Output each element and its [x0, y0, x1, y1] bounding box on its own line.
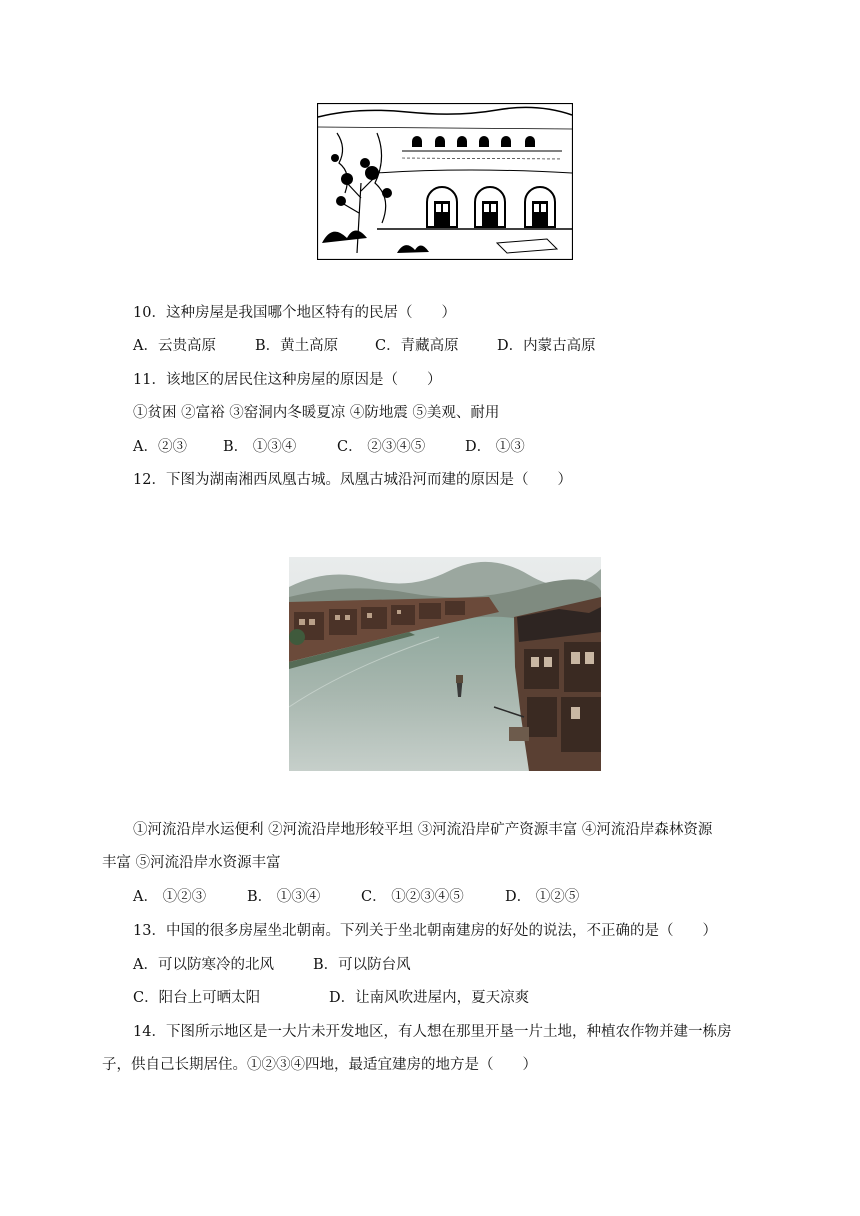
- q10-option-b[interactable]: B．黄土高原: [255, 338, 339, 354]
- cave-dwelling-sketch-icon: [317, 103, 573, 260]
- q12-options: [133, 887, 579, 907]
- q13-option-c[interactable]: C．阳台上可晒太阳: [133, 990, 261, 1006]
- q12-statements-line2: 丰富 ⑤河流沿岸水资源丰富: [102, 855, 281, 871]
- q13-stem: 13．中国的很多房屋坐北朝南。下列关于坐北朝南建房的好处的说法，不正确的是（ ）: [133, 923, 717, 939]
- q12-option-d[interactable]: D． ①②⑤: [505, 889, 580, 905]
- fenghuang-river-town-photo-icon: [289, 557, 601, 771]
- q14-stem-line2: 子，供自己长期居住。①②③④四地，最适宜建房的地方是（ ）: [102, 1057, 537, 1073]
- q12-statements-line1: ①河流沿岸水运便利 ②河流沿岸地形较平坦 ③河流沿岸矿产资源丰富 ④河流沿岸森林资源: [133, 822, 713, 838]
- q12-option-a[interactable]: A． ①②③: [133, 889, 207, 905]
- q10-option-c[interactable]: C．青藏高原: [375, 338, 459, 354]
- q10-option-d[interactable]: D．内蒙古高原: [497, 338, 596, 354]
- q10-stem: 10．这种房屋是我国哪个地区特有的民居（ ）: [133, 305, 456, 321]
- cave-dwelling-figure: [317, 103, 573, 260]
- q13-options-row2: [133, 988, 529, 1008]
- q10-options: [133, 336, 596, 356]
- q12-option-b[interactable]: B． ①③④: [247, 889, 321, 905]
- q14-stem-line1: 14．下图所示地区是一大片未开发地区，有人想在那里开垦一片土地，种植农作物并建一栋房: [133, 1024, 732, 1040]
- q11-option-c[interactable]: C． ②③④⑤: [337, 439, 426, 455]
- fenghuang-town-figure: [289, 557, 601, 771]
- q10-option-a[interactable]: A．云贵高原: [133, 338, 216, 354]
- q11-option-b[interactable]: B． ①③④: [223, 439, 297, 455]
- q13-option-b[interactable]: B．可以防台风: [313, 957, 411, 973]
- q11-options: [133, 437, 525, 457]
- q13-option-d[interactable]: D．让南风吹进屋内，夏天凉爽: [329, 990, 530, 1006]
- q11-statements: ①贫困 ②富裕 ③窑洞内冬暖夏凉 ④防地震 ⑤美观、耐用: [133, 405, 500, 421]
- q12-option-c[interactable]: C． ①②③④⑤: [361, 889, 464, 905]
- q13-options-row1: [133, 955, 411, 975]
- q11-option-d[interactable]: D． ①③: [465, 439, 525, 455]
- q13-option-a[interactable]: A．可以防寒冷的北风: [133, 957, 274, 973]
- q12-stem: 12．下图为湖南湘西凤凰古城。凤凰古城沿河而建的原因是（ ）: [133, 472, 572, 488]
- q11-option-a[interactable]: A．②③: [133, 439, 187, 455]
- q11-stem: 11．该地区的居民住这种房屋的原因是（ ）: [133, 372, 442, 388]
